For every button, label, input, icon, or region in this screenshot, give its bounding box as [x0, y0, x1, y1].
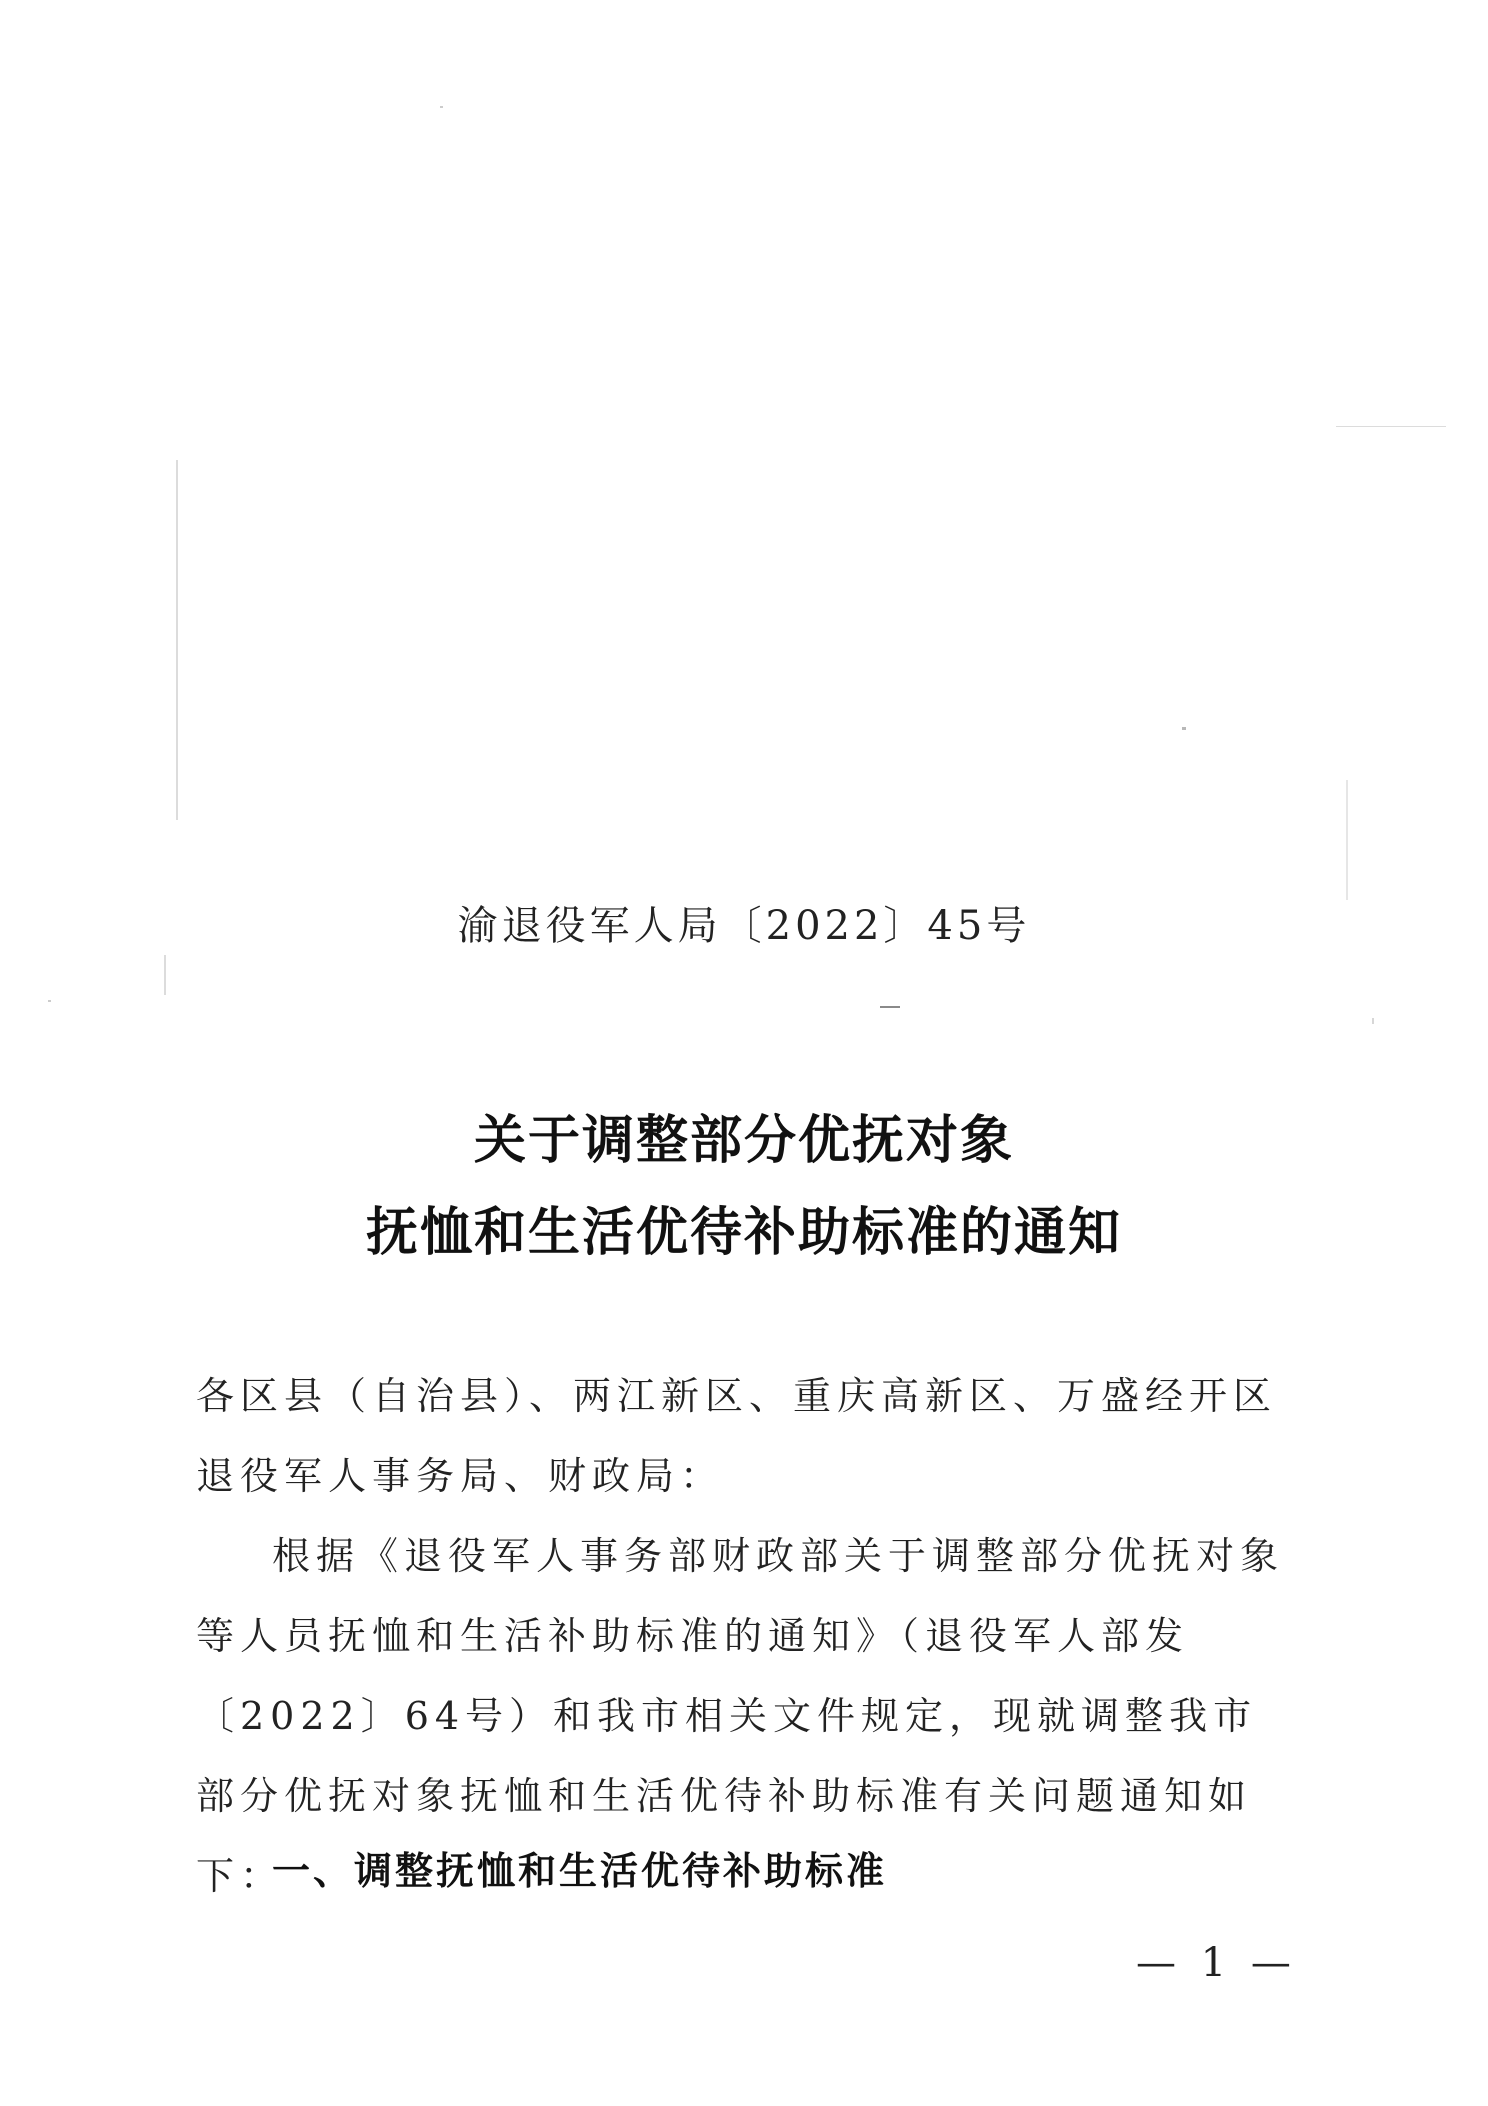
- scan-artifact-left-dot: [48, 1000, 51, 1002]
- document-number: 渝退役军人局〔2022〕45号: [457, 903, 1031, 949]
- separator-mark: [880, 1006, 900, 1008]
- section-1-heading: 一、调整抚恤和生活优待补助标准: [272, 1849, 888, 1893]
- scan-artifact-right-dot: [1372, 1018, 1374, 1024]
- document-title-line-2: 抚恤和生活优待补助标准的通知: [365, 1203, 1122, 1263]
- document-title-line-1: 关于调整部分优抚对象: [473, 1111, 1014, 1171]
- scan-artifact-dot: [1182, 727, 1186, 730]
- scan-artifact-top: [440, 106, 443, 108]
- page-number: — 1 —: [1136, 1940, 1297, 1986]
- body-paragraph-1: 根据《退役军人事务部财政部关于调整部分优抚对象等人员抚恤和生活补助标准的通知》（退役军人部发〔2022〕64号）和我市相关文件规定，现就调整我市部分优抚对象抚恤和生活优待补助标准有关问题通知如下：: [196, 1534, 1285, 1898]
- addressee-paragraph: 各区县（自治县）、两江新区、重庆高新区、万盛经开区退役军人事务局、财政局：: [196, 1374, 1278, 1498]
- scan-artifact-right-margin: [1346, 780, 1348, 900]
- scan-artifact-left-margin: [176, 460, 178, 820]
- scan-artifact-left-margin-lower: [164, 955, 166, 995]
- scan-artifact-top-right: [1336, 426, 1446, 427]
